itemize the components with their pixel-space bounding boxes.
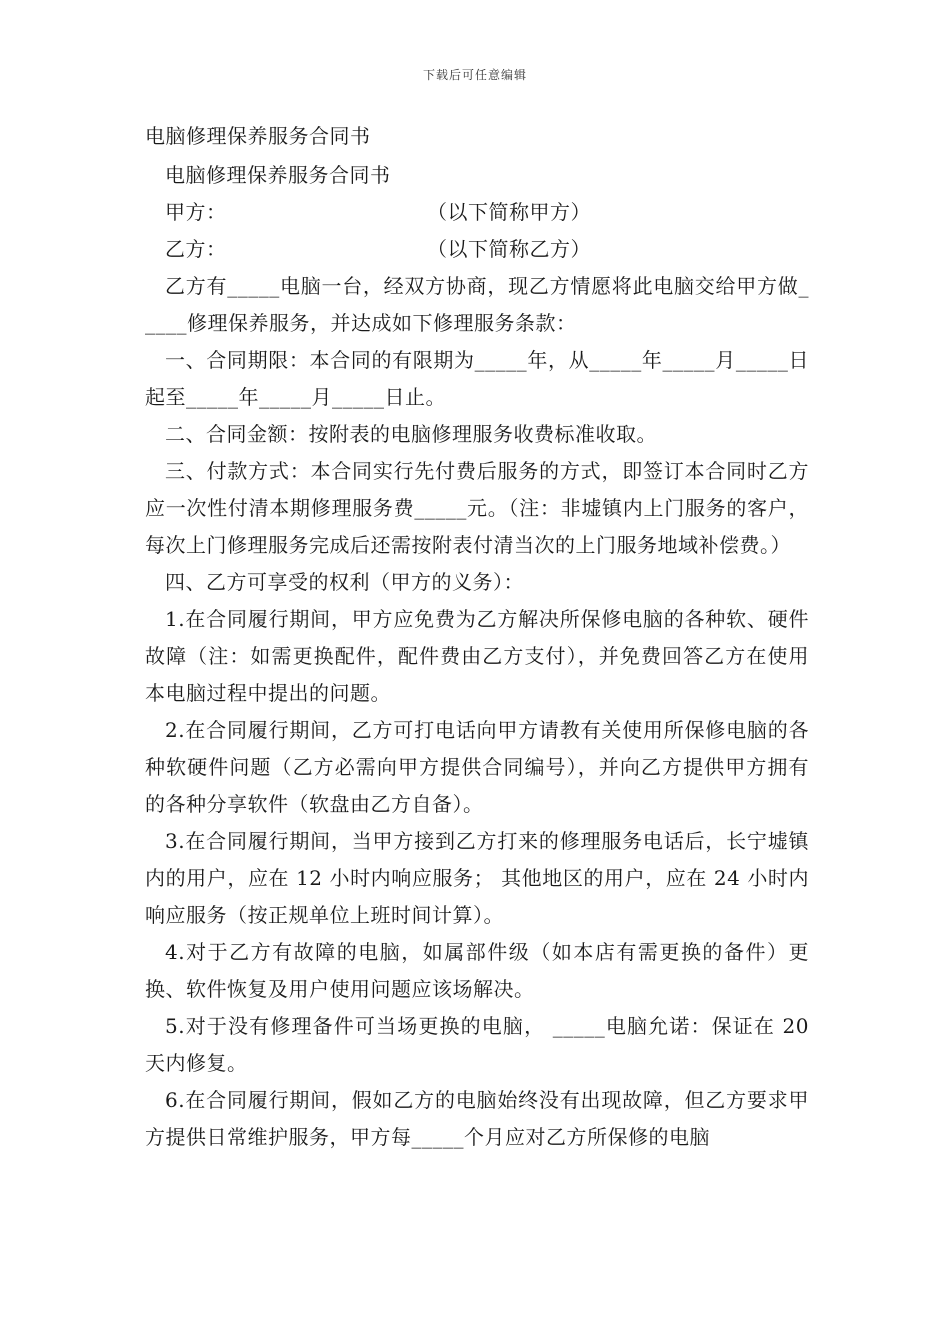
paragraph-clause-2: 2.在合同履行期间，乙方可打电话向甲方请教有关使用所保修电脑的各种软硬件问题（乙方必需向甲方提供合同编号），并向乙方提供甲方拥有的各种分享软件（软盘由乙方自备）。 bbox=[145, 718, 809, 816]
paragraph-clause-6: 6.在合同履行期间，假如乙方的电脑始终没有出现故障，但乙方要求甲方提供日常维护服务，甲方每_____个月应对乙方所保修的电脑 bbox=[145, 1088, 809, 1149]
page-header: 下载后可任意编辑 bbox=[422, 68, 527, 82]
party-b-line bbox=[145, 231, 809, 268]
party-b-label: 乙方： bbox=[165, 237, 227, 261]
paragraph-clause-3: 3.在合同履行期间，当甲方接到乙方打来的修理服务电话后，长宁墟镇内的用户，应在 12 小时内响应服务； 其他地区的用户，应在 24 小时内响应服务（按正规单位上班时间计算）。 bbox=[145, 829, 809, 927]
paragraph-clause-5: 5.对于没有修理备件可当场更换的电脑， _____电脑允诺：保证在 20 天内修复。 bbox=[145, 1014, 809, 1075]
party-a-note: （以下简称甲方） bbox=[427, 200, 591, 224]
document-subtitle: 电脑修理保养服务合同书 bbox=[165, 163, 391, 187]
paragraph-amount: 二、合同金额：按附表的电脑修理服务收费标准收取。 bbox=[165, 422, 657, 446]
paragraph-payment: 三、付款方式：本合同实行先付费后服务的方式，即签订本合同时乙方应一次性付清本期修理服务费_____元。（注：非墟镇内上门服务的客户， 每次上门修理服务完成后还需按附表付清当次的上门服务地域补偿费。） bbox=[145, 459, 809, 557]
paragraph-term: 一、合同期限：本合同的有限期为_____年，从_____年_____月_____日起至_____年_____月_____日止。 bbox=[145, 348, 809, 409]
paragraph-rights-heading: 四、乙方可享受的权利（甲方的义务）： bbox=[165, 570, 524, 594]
document-title: 电脑修理保养服务合同书 bbox=[145, 124, 371, 148]
document-body bbox=[145, 118, 809, 1156]
paragraph-intro: 乙方有_____电脑一台，经双方协商，现乙方情愿将此电脑交给甲方做_____修理保养服务，并达成如下修理服务条款： bbox=[145, 274, 809, 335]
paragraph-clause-1: 1.在合同履行期间，甲方应免费为乙方解决所保修电脑的各种软、硬件故障（注：如需更换配件，配件费由乙方支付），并免费回答乙方在使用本电脑过程中提出的问题。 bbox=[145, 607, 809, 705]
party-b-note: （以下简称乙方） bbox=[427, 237, 591, 261]
party-a-label: 甲方： bbox=[165, 200, 227, 224]
paragraph-clause-4: 4.对于乙方有故障的电脑，如属部件级（如本店有需更换的备件）更换、软件恢复及用户使用问题应该场解决。 bbox=[145, 940, 809, 1001]
party-a-line bbox=[145, 194, 809, 231]
